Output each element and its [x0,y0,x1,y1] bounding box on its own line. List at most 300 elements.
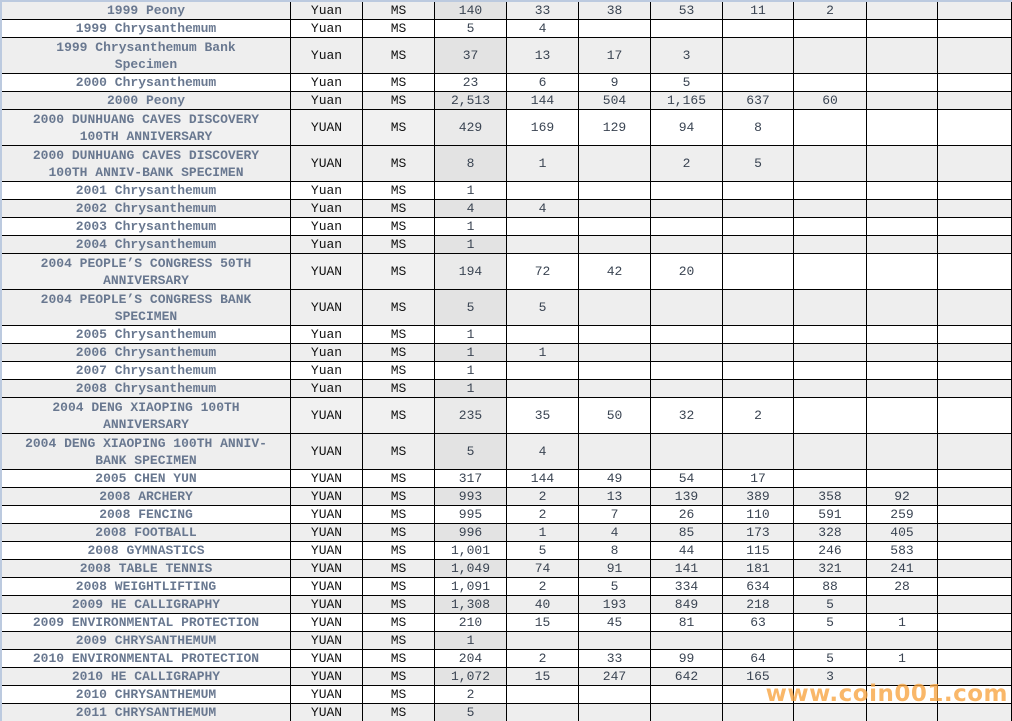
table-row [2,470,1012,488]
grade-count-cell [938,524,1012,542]
grade-count-cell: 11 [723,2,794,20]
coin-name-cell: 2011 CHRYSANTHEMUM [2,704,291,721]
grade-count-cell: 74 [507,560,579,578]
grade-count-cell: 5 [507,290,579,326]
grade-count-cell [723,434,794,470]
grade-count-cell [794,290,867,326]
denomination-cell: Yuan [291,74,363,92]
grade-cell: MS [363,560,435,578]
grade-count-cell [938,326,1012,344]
grade-count-cell [723,200,794,218]
grade-count-cell [723,704,794,721]
coin-name-cell: 2010 CHRYSANTHEMUM [2,686,291,704]
grade-count-cell [867,632,938,650]
grade-count-cell [579,362,651,380]
total-count-cell: 1,308 [435,596,507,614]
grade-count-cell [938,2,1012,20]
grade-cell: MS [363,254,435,290]
denomination-cell: YUAN [291,524,363,542]
grade-count-cell: 32 [651,398,723,434]
grade-count-cell: 321 [794,560,867,578]
grade-count-cell [794,362,867,380]
grade-count-cell [938,290,1012,326]
coin-name-cell: 2009 ENVIRONMENTAL PROTECTION [2,614,291,632]
grade-cell: MS [363,182,435,200]
coin-name-cell: 2000 DUNHUANG CAVES DISCOVERY 100TH ANNIV-BANK SPECIMEN [2,146,291,182]
denomination-cell: Yuan [291,20,363,38]
grade-count-cell [867,686,938,704]
grade-count-cell [651,326,723,344]
grade-count-cell [938,470,1012,488]
denomination-cell: YUAN [291,614,363,632]
grade-count-cell [579,434,651,470]
grade-count-cell [794,326,867,344]
grade-count-cell [507,362,579,380]
denomination-cell: YUAN [291,398,363,434]
grade-count-cell [867,326,938,344]
grade-count-cell [723,290,794,326]
grade-count-cell [794,146,867,182]
grade-count-cell [938,398,1012,434]
coin-name-cell: 2008 ARCHERY [2,488,291,506]
grade-count-cell [938,650,1012,668]
grade-count-cell: 1 [867,614,938,632]
grade-count-cell: 405 [867,524,938,542]
grade-count-cell: 144 [507,92,579,110]
grade-count-cell [794,398,867,434]
grade-count-cell [723,20,794,38]
grade-count-cell: 246 [794,542,867,560]
grade-count-cell: 1 [507,524,579,542]
grade-count-cell: 33 [507,2,579,20]
grade-count-cell [723,218,794,236]
grade-count-cell: 241 [867,560,938,578]
coin-name-cell: 2006 Chrysanthemum [2,344,291,362]
coin-name-cell: 2005 CHEN YUN [2,470,291,488]
grade-cell: MS [363,578,435,596]
coin-name-cell: 2004 PEOPLE’S CONGRESS 50TH ANNIVERSARY [2,254,291,290]
grade-count-cell [794,110,867,146]
grade-count-cell [723,362,794,380]
grade-count-cell [867,182,938,200]
grade-count-cell [938,542,1012,560]
grade-count-cell [579,686,651,704]
grade-cell: MS [363,326,435,344]
table-row [2,560,1012,578]
grade-count-cell: 8 [723,110,794,146]
grade-count-cell [651,182,723,200]
grade-count-cell [938,596,1012,614]
grade-count-cell [867,146,938,182]
grade-count-cell [723,686,794,704]
grade-count-cell [507,632,579,650]
grade-count-cell: 92 [867,488,938,506]
grade-count-cell [867,344,938,362]
total-count-cell: 204 [435,650,507,668]
grade-count-cell [938,344,1012,362]
table-row [2,200,1012,218]
grade-count-cell [938,704,1012,721]
denomination-cell: Yuan [291,38,363,74]
coin-name-cell: 2004 DENG XIAOPING 100TH ANNIV-BANK SPECIMEN [2,434,291,470]
coin-name-cell: 2000 Chrysanthemum [2,74,291,92]
grade-count-cell: 17 [579,38,651,74]
grade-count-cell [723,632,794,650]
grade-count-cell: 81 [651,614,723,632]
total-count-cell: 2 [435,686,507,704]
grade-cell: MS [363,146,435,182]
table-row [2,218,1012,236]
denomination-cell: YUAN [291,596,363,614]
grade-count-cell [938,74,1012,92]
grade-count-cell: 5 [579,578,651,596]
total-count-cell: 1 [435,380,507,398]
table-row [2,578,1012,596]
denomination-cell: YUAN [291,542,363,560]
table-row [2,488,1012,506]
grade-count-cell [867,434,938,470]
grade-count-cell [651,362,723,380]
denomination-cell: YUAN [291,560,363,578]
grade-count-cell: 88 [794,578,867,596]
denomination-cell: YUAN [291,686,363,704]
grade-count-cell [579,200,651,218]
grade-count-cell [938,668,1012,686]
coin-name-cell: 1999 Chrysanthemum Bank Specimen [2,38,291,74]
grade-count-cell [794,704,867,721]
grade-cell: MS [363,92,435,110]
grade-count-cell [651,236,723,254]
grade-cell: MS [363,290,435,326]
grade-count-cell [507,236,579,254]
grade-count-cell: 591 [794,506,867,524]
grade-count-cell [794,344,867,362]
table-row [2,524,1012,542]
grade-count-cell [938,146,1012,182]
total-count-cell: 1,072 [435,668,507,686]
total-count-cell: 1 [435,182,507,200]
grade-count-cell [867,38,938,74]
grade-count-cell [507,326,579,344]
grade-count-cell [867,380,938,398]
coin-name-cell: 2003 Chrysanthemum [2,218,291,236]
grade-count-cell: 4 [507,200,579,218]
table-row [2,614,1012,632]
grade-count-cell [794,218,867,236]
grade-count-cell [651,380,723,398]
table-row [2,632,1012,650]
grade-count-cell: 28 [867,578,938,596]
table-row [2,506,1012,524]
grade-cell: MS [363,380,435,398]
grade-count-cell: 141 [651,560,723,578]
grade-count-cell [651,20,723,38]
total-count-cell: 140 [435,2,507,20]
grade-count-cell: 17 [723,470,794,488]
grade-cell: MS [363,614,435,632]
coin-name-cell: 1999 Peony [2,2,291,20]
denomination-cell: YUAN [291,110,363,146]
grade-count-cell [938,254,1012,290]
grade-count-cell [794,38,867,74]
grade-count-cell: 94 [651,110,723,146]
population-table [2,2,1012,721]
total-count-cell: 1,049 [435,560,507,578]
grade-count-cell [794,632,867,650]
grade-cell: MS [363,2,435,20]
grade-cell: MS [363,20,435,38]
table-row [2,596,1012,614]
total-count-cell: 8 [435,146,507,182]
grade-count-cell [794,254,867,290]
grade-count-cell: 4 [579,524,651,542]
grade-count-cell: 60 [794,92,867,110]
coin-name-cell: 2004 DENG XIAOPING 100TH ANNIVERSARY [2,398,291,434]
grade-count-cell: 2 [507,506,579,524]
total-count-cell: 5 [435,704,507,721]
grade-count-cell [938,578,1012,596]
table-row [2,344,1012,362]
grade-count-cell [723,74,794,92]
grade-count-cell [938,20,1012,38]
grade-cell: MS [363,524,435,542]
grade-count-cell [579,344,651,362]
grade-count-cell [651,290,723,326]
grade-count-cell: 2 [507,578,579,596]
grade-cell: MS [363,542,435,560]
grade-count-cell [794,686,867,704]
grade-count-cell [867,110,938,146]
denomination-cell: YUAN [291,146,363,182]
grade-count-cell [651,434,723,470]
grade-count-cell: 4 [507,434,579,470]
table-row [2,398,1012,434]
grade-count-cell [938,38,1012,74]
grade-count-cell [867,470,938,488]
grade-count-cell [579,20,651,38]
coin-name-cell: 2008 TABLE TENNIS [2,560,291,578]
grade-count-cell [867,92,938,110]
grade-count-cell [794,470,867,488]
grade-count-cell: 849 [651,596,723,614]
denomination-cell: YUAN [291,506,363,524]
grade-count-cell [867,2,938,20]
grade-count-cell [938,686,1012,704]
total-count-cell: 996 [435,524,507,542]
coin-name-cell: 2009 HE CALLIGRAPHY [2,596,291,614]
grade-cell: MS [363,506,435,524]
grade-count-cell: 54 [651,470,723,488]
coin-name-cell: 2010 ENVIRONMENTAL PROTECTION [2,650,291,668]
total-count-cell: 1 [435,236,507,254]
coin-name-cell: 2000 Peony [2,92,291,110]
grade-count-cell [794,182,867,200]
grade-count-cell: 3 [651,38,723,74]
coin-name-cell: 2007 Chrysanthemum [2,362,291,380]
grade-count-cell: 642 [651,668,723,686]
grade-count-cell [867,74,938,92]
grade-count-cell: 72 [507,254,579,290]
grade-cell: MS [363,470,435,488]
grade-count-cell [579,182,651,200]
grade-count-cell: 9 [579,74,651,92]
denomination-cell: Yuan [291,380,363,398]
total-count-cell: 1,001 [435,542,507,560]
grade-count-cell: 3 [794,668,867,686]
table-row [2,650,1012,668]
table-row [2,182,1012,200]
grade-count-cell [507,686,579,704]
grade-count-cell: 259 [867,506,938,524]
grade-count-cell [794,20,867,38]
table-row [2,146,1012,182]
grade-count-cell [507,704,579,721]
denomination-cell: YUAN [291,488,363,506]
grade-count-cell [723,326,794,344]
grade-count-cell: 2 [507,650,579,668]
grade-count-cell: 91 [579,560,651,578]
total-count-cell: 2,513 [435,92,507,110]
total-count-cell: 1 [435,362,507,380]
table-row [2,110,1012,146]
table-row [2,20,1012,38]
grade-count-cell [507,182,579,200]
grade-cell: MS [363,110,435,146]
grade-count-cell [938,614,1012,632]
grade-count-cell [579,380,651,398]
denomination-cell: Yuan [291,362,363,380]
grade-count-cell: 42 [579,254,651,290]
total-count-cell: 37 [435,38,507,74]
coin-name-cell: 2005 Chrysanthemum [2,326,291,344]
grade-cell: MS [363,650,435,668]
grade-count-cell: 2 [507,488,579,506]
grade-count-cell [867,362,938,380]
grade-count-cell [651,686,723,704]
grade-count-cell [579,704,651,721]
grade-count-cell: 129 [579,110,651,146]
grade-count-cell: 85 [651,524,723,542]
population-table-viewport [2,2,1012,721]
denomination-cell: YUAN [291,650,363,668]
grade-count-cell [794,200,867,218]
grade-count-cell: 40 [507,596,579,614]
grade-count-cell [651,344,723,362]
grade-count-cell: 64 [723,650,794,668]
grade-count-cell [938,560,1012,578]
grade-count-cell: 1 [507,146,579,182]
grade-count-cell: 328 [794,524,867,542]
table-row [2,362,1012,380]
total-count-cell: 429 [435,110,507,146]
grade-count-cell [938,218,1012,236]
total-count-cell: 1 [435,632,507,650]
grade-cell: MS [363,632,435,650]
grade-count-cell: 173 [723,524,794,542]
total-count-cell: 5 [435,290,507,326]
grade-count-cell [938,92,1012,110]
grade-count-cell [938,110,1012,146]
denomination-cell: Yuan [291,200,363,218]
denomination-cell: Yuan [291,182,363,200]
grade-cell: MS [363,704,435,721]
grade-count-cell [794,380,867,398]
grade-count-cell: 13 [507,38,579,74]
denomination-cell: Yuan [291,326,363,344]
denomination-cell: YUAN [291,434,363,470]
grade-count-cell: 15 [507,614,579,632]
total-count-cell: 4 [435,200,507,218]
grade-count-cell: 5 [794,650,867,668]
denomination-cell: YUAN [291,632,363,650]
grade-count-cell: 4 [507,20,579,38]
grade-count-cell [507,218,579,236]
table-row [2,254,1012,290]
grade-count-cell [867,290,938,326]
table-row [2,38,1012,74]
grade-count-cell [723,38,794,74]
grade-count-cell: 2 [723,398,794,434]
grade-count-cell [579,218,651,236]
grade-count-cell: 5 [794,614,867,632]
table-row [2,380,1012,398]
grade-cell: MS [363,236,435,254]
grade-count-cell: 247 [579,668,651,686]
coin-name-cell: 2008 Chrysanthemum [2,380,291,398]
grade-count-cell: 5 [507,542,579,560]
coin-name-cell: 2009 CHRYSANTHEMUM [2,632,291,650]
grade-count-cell: 5 [794,596,867,614]
total-count-cell: 1 [435,218,507,236]
grade-count-cell: 193 [579,596,651,614]
grade-count-cell: 169 [507,110,579,146]
grade-count-cell [938,236,1012,254]
grade-count-cell [723,344,794,362]
grade-count-cell [867,218,938,236]
denomination-cell: YUAN [291,290,363,326]
grade-count-cell: 7 [579,506,651,524]
denomination-cell: YUAN [291,704,363,721]
grade-count-cell [938,488,1012,506]
grade-count-cell: 218 [723,596,794,614]
grade-count-cell: 44 [651,542,723,560]
total-count-cell: 23 [435,74,507,92]
grade-count-cell: 504 [579,92,651,110]
grade-count-cell: 1,165 [651,92,723,110]
grade-count-cell: 110 [723,506,794,524]
grade-cell: MS [363,362,435,380]
grade-count-cell [938,362,1012,380]
grade-count-cell [867,398,938,434]
grade-count-cell [651,704,723,721]
total-count-cell: 317 [435,470,507,488]
table-row [2,542,1012,560]
grade-count-cell: 13 [579,488,651,506]
grade-count-cell [579,146,651,182]
denomination-cell: YUAN [291,254,363,290]
denomination-cell: Yuan [291,218,363,236]
grade-count-cell: 50 [579,398,651,434]
grade-count-cell: 35 [507,398,579,434]
coin-name-cell: 2000 DUNHUANG CAVES DISCOVERY 100TH ANNIVERSARY [2,110,291,146]
grade-count-cell [723,236,794,254]
table-row [2,704,1012,721]
coin-name-cell: 2008 FOOTBALL [2,524,291,542]
table-row [2,434,1012,470]
grade-count-cell [723,182,794,200]
coin-name-cell: 2002 Chrysanthemum [2,200,291,218]
grade-count-cell: 5 [723,146,794,182]
